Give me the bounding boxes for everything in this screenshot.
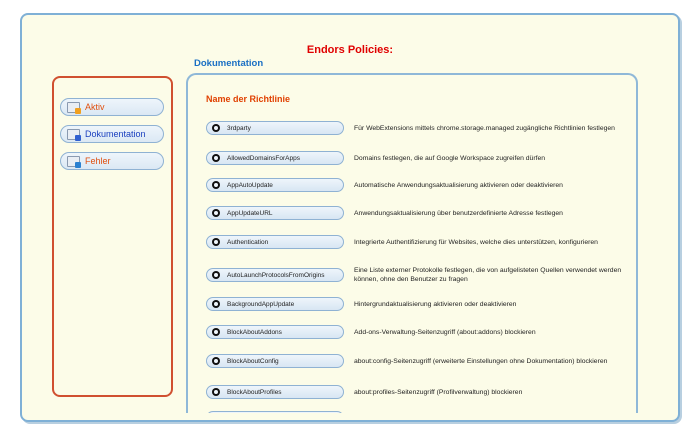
policy-button-partial[interactable] bbox=[206, 411, 344, 413]
policy-description: Add-ons-Verwaltung-Seitenzugriff (about:addons) blockieren bbox=[354, 328, 536, 336]
policy-button[interactable] bbox=[206, 385, 344, 399]
policy-name: AppAutoUpdate bbox=[227, 181, 273, 189]
github-icon bbox=[212, 154, 220, 162]
policy-button[interactable] bbox=[206, 178, 344, 192]
policy-table bbox=[186, 73, 638, 413]
sidebar-item-label: Aktiv bbox=[85, 102, 105, 112]
sidebar-item-aktiv[interactable] bbox=[60, 98, 164, 116]
sidebar-item-label: Dokumentation bbox=[85, 129, 146, 139]
policy-description: Eine Liste externer Protokolle festlegen, die von aufgelisteten Quellen verwendet werden können, ohne den Benutzer zu fragen bbox=[354, 267, 622, 283]
github-icon bbox=[212, 300, 220, 308]
policy-button[interactable] bbox=[206, 297, 344, 311]
policy-name: BackgroundAppUpdate bbox=[227, 300, 295, 308]
policy-name: Authentication bbox=[227, 238, 269, 246]
policy-name: BlockAboutConfig bbox=[227, 357, 279, 365]
policy-button[interactable] bbox=[206, 325, 344, 339]
policy-button[interactable] bbox=[206, 121, 344, 135]
policy-button[interactable] bbox=[206, 354, 344, 368]
policy-name: AutoLaunchProtocolsFromOrigins bbox=[227, 271, 325, 279]
github-icon bbox=[212, 357, 220, 365]
github-icon bbox=[212, 181, 220, 189]
table-row bbox=[188, 351, 636, 371]
policy-description: Anwendungsaktualisierung über benutzerdefinierte Adresse festlegen bbox=[354, 209, 563, 217]
policy-description: Domains festlegen, die auf Google Workspace zugreifen dürfen bbox=[354, 154, 546, 162]
github-icon bbox=[212, 209, 220, 217]
sidebar bbox=[52, 76, 173, 397]
table-row bbox=[188, 206, 636, 220]
github-icon bbox=[212, 271, 220, 279]
github-icon bbox=[212, 238, 220, 246]
table-row bbox=[188, 232, 636, 252]
table-row bbox=[188, 118, 636, 138]
sidebar-item-label: Fehler bbox=[85, 156, 111, 166]
table-row bbox=[188, 411, 636, 413]
policy-button[interactable] bbox=[206, 235, 344, 249]
policy-name: AppUpdateURL bbox=[227, 209, 273, 217]
policy-name: 3rdparty bbox=[227, 124, 251, 132]
table-row bbox=[188, 178, 636, 192]
table-row bbox=[188, 151, 636, 165]
github-icon bbox=[212, 328, 220, 336]
policy-button[interactable] bbox=[206, 268, 344, 282]
page-icon bbox=[67, 156, 80, 167]
table-row bbox=[188, 265, 636, 285]
sidebar-item-dokumentation[interactable] bbox=[60, 125, 164, 143]
column-header: Name der Richtlinie bbox=[206, 94, 291, 104]
policy-name: BlockAboutProfiles bbox=[227, 388, 282, 396]
section-title: Dokumentation bbox=[194, 58, 264, 69]
policy-name: AllowedDomainsForApps bbox=[227, 154, 300, 162]
page-title: Endors Policies: bbox=[306, 44, 394, 56]
sidebar-item-fehler[interactable] bbox=[60, 152, 164, 170]
policy-description: Hintergrundaktualisierung aktivieren oder deaktivieren bbox=[354, 300, 517, 308]
github-icon bbox=[212, 124, 220, 132]
policy-description: Integrierte Authentifizierung für Websites, welche dies unterstützen, konfigurieren bbox=[354, 238, 598, 246]
policy-description: about:profiles-Seitenzugriff (Profilverwaltung) blockieren bbox=[354, 388, 523, 396]
policy-button[interactable] bbox=[206, 151, 344, 165]
table-row bbox=[188, 325, 636, 339]
policy-name: BlockAboutAddons bbox=[227, 328, 282, 336]
table-row bbox=[188, 297, 636, 311]
policy-description: about:config-Seitenzugriff (erweiterte Einstellungen ohne Dokumentation) blockieren bbox=[354, 357, 608, 365]
policy-button[interactable] bbox=[206, 206, 344, 220]
page-icon bbox=[67, 102, 80, 113]
table-row bbox=[188, 385, 636, 399]
policy-description: Automatische Anwendungsaktualisierung aktivieren oder deaktivieren bbox=[354, 181, 563, 189]
page-icon bbox=[67, 129, 80, 140]
github-icon bbox=[212, 388, 220, 396]
policy-description: Für WebExtensions mittels chrome.storage.managed zugängliche Richtlinien festlegen bbox=[354, 124, 615, 132]
